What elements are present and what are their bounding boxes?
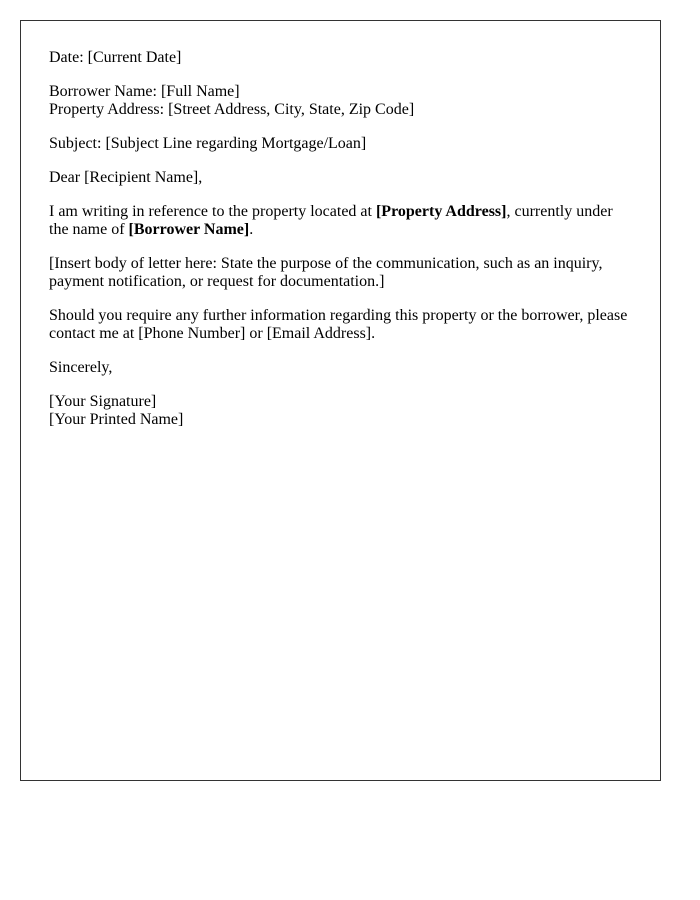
subject-line: Subject: [Subject Line regarding Mortgage/Loan] xyxy=(49,135,367,152)
reference-text-b: , currently under the name of xyxy=(49,203,613,238)
closing: Sincerely, xyxy=(49,359,113,376)
borrower-name-placeholder: [Borrower Name] xyxy=(128,221,250,238)
contact-paragraph: Should you require any further information regarding this property or the borrower, please contact me at [Phone Number] or [Email Address]. xyxy=(49,307,628,342)
borrower-name-line: Borrower Name: [Full Name] xyxy=(49,83,240,100)
reference-paragraph xyxy=(49,203,632,239)
body-paragraph: [Insert body of letter here: State the purpose of the communication, such as an inquiry, payment notification, or request for documentation.] xyxy=(49,255,603,290)
signature-block xyxy=(49,393,632,429)
property-address-line: Property Address: [Street Address, City, State, Zip Code] xyxy=(49,101,415,118)
reference-text-c: . xyxy=(249,221,254,238)
letter-page xyxy=(20,20,661,781)
date-line: Date: [Current Date] xyxy=(49,49,182,66)
property-address-placeholder: [Property Address] xyxy=(375,203,507,220)
reference-text-a: I am writing in reference to the property located at xyxy=(49,203,376,220)
borrower-info xyxy=(49,83,632,119)
signature: [Your Signature] xyxy=(49,393,157,410)
printed-name: [Your Printed Name] xyxy=(49,411,184,428)
salutation: Dear [Recipient Name], xyxy=(49,169,203,186)
